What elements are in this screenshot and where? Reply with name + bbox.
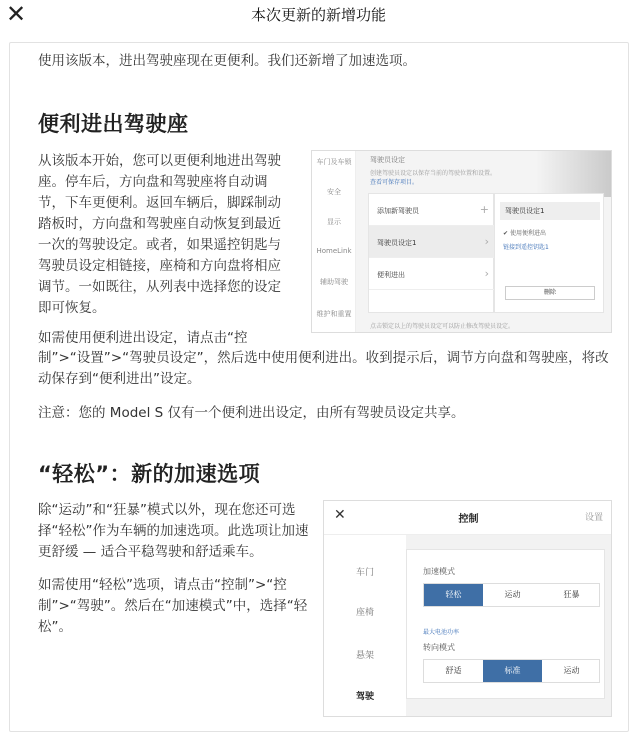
steering-mode-label: 转向模式 — [423, 643, 455, 652]
sidebar-item: 座椅 — [355, 608, 374, 618]
segment-option-selected: 轻松 — [424, 584, 483, 606]
sidebar-item: HomeLink — [316, 247, 352, 255]
controls-sidebar — [324, 535, 406, 717]
close-icon[interactable]: ✕ — [6, 0, 27, 28]
sidebar-item: 维护和重置 — [316, 310, 352, 318]
section1-line: 驾驶员设定相链接，座椅和方向盘将相应 — [38, 258, 281, 274]
section1-line: 座。停车后，方向盘和驾驶座将自动调 — [38, 174, 268, 190]
segment-option: 舒适 — [445, 666, 462, 675]
max-battery-link: 最大电池功率 — [423, 629, 460, 636]
driver-profile-list — [368, 193, 494, 313]
dialog-header — [0, 0, 637, 32]
section2-line: 更舒缓 — 适合平稳驾驶和舒适乘车。 — [38, 544, 263, 560]
section1-line: 即可恢复。 — [38, 300, 106, 316]
controls-main — [406, 535, 612, 717]
accel-mode-segmented — [423, 583, 600, 607]
settings-main — [356, 151, 612, 333]
settings-tab: 设置 — [584, 513, 603, 523]
screenshot-header-desc: 创建驾驶员设定以保存当前的驾驶位置和设置。 — [370, 170, 497, 177]
screenshot-header-title: 驾驶员设定 — [370, 156, 405, 164]
section2-line: 除“运动”和“狂暴”模式以外，现在您还可选 — [38, 502, 296, 518]
usage-line: 如需使用便利进出设定，请点击“控 — [38, 330, 248, 346]
section1-line: 一次的驾驶设定。或者，如果遥控钥匙与 — [38, 237, 281, 253]
dialog-title: 本次更新的新增功能 — [250, 6, 386, 24]
delete-button: 删除 — [505, 286, 595, 300]
segment-option: 运动 — [504, 590, 521, 599]
sidebar-item-active: 驾驶 — [355, 692, 374, 702]
accel-mode-label: 加速模式 — [423, 567, 455, 576]
sidebar-item: 显示 — [327, 218, 341, 226]
driving-card — [406, 549, 605, 699]
controls-title: 控制 — [458, 514, 479, 525]
sidebar-item: 悬架 — [355, 651, 374, 661]
usage-line: 制”>“设置”>“驾驶员设定”，然后选中使用便利进出。收到提示后，调节方向盘和驾驶座，将改 — [38, 350, 609, 366]
intro-text: 使用该版本，进出驾驶座现在更便利。我们还新增了加速选项。 — [38, 53, 416, 69]
list-item: 添加新驾驶员 + — [369, 194, 495, 226]
sidebar-item: 车门 — [355, 568, 374, 578]
steering-mode-segmented — [423, 659, 600, 683]
profile-detail-title: 驾驶员设定1 — [500, 202, 600, 220]
sidebar-item: 车门及车锁 — [316, 158, 352, 166]
screenshot-footer: 点击锁定以上的驾驶员设定可以防止修改驾驶员设定。 — [370, 323, 515, 330]
section1-heading: 便利进出驾驶座 — [38, 112, 189, 136]
sidebar-item: 安全 — [327, 188, 341, 196]
controls-header — [324, 501, 612, 535]
settings-sidebar — [312, 151, 356, 333]
section1-line: 踏板时，方向盘和驾驶座自动恢复到最近 — [38, 216, 281, 232]
note-text: 注意：您的 Model S 仅有一个便利进出设定，由所有驾驶员设定共享。 — [38, 405, 465, 421]
section2-line: 制”>“驾驶”。然后在“加速模式”中，选择“轻 — [38, 598, 308, 614]
list-item: 驾驶员设定1 › — [369, 226, 495, 258]
close-icon: ✕ — [334, 507, 346, 523]
section2-line: 择“轻松”作为车辆的加速选项。此选项让加速 — [38, 523, 309, 539]
section2-line: 如需使用“轻松”选项，请点击“控制”>“控 — [38, 577, 287, 593]
segment-option-selected: 标准 — [483, 660, 542, 682]
segment-option: 运动 — [563, 666, 580, 675]
segment-option: 狂暴 — [563, 590, 580, 599]
section1-line: 节，下车更便利。返回车辆后，脚踩制动 — [38, 195, 281, 211]
section1-line: 调节。一如既往，从列表中选择您的设定 — [38, 279, 281, 295]
usage-line: 动保存到“便利进出”设定。 — [38, 371, 201, 387]
sidebar-item: 辅助驾驶 — [320, 278, 348, 286]
link-key-fob-link: 链接到遥控钥匙1 — [503, 244, 549, 251]
section1-line: 从该版本开始，您可以更便利地进出驾驶 — [38, 153, 281, 169]
controls-screenshot — [323, 500, 612, 717]
section2-heading: “轻松”：新的加速选项 — [38, 462, 261, 486]
list-item: 便利进出 › — [369, 258, 495, 290]
section2-line: 松”。 — [38, 619, 72, 635]
driver-profile-screenshot — [311, 150, 612, 333]
screenshot-header-link: 查看可保存项目。 — [370, 179, 419, 186]
easy-entry-checkbox: ✔ 使用便利进出 — [503, 230, 546, 237]
profile-detail-pane — [494, 193, 604, 313]
